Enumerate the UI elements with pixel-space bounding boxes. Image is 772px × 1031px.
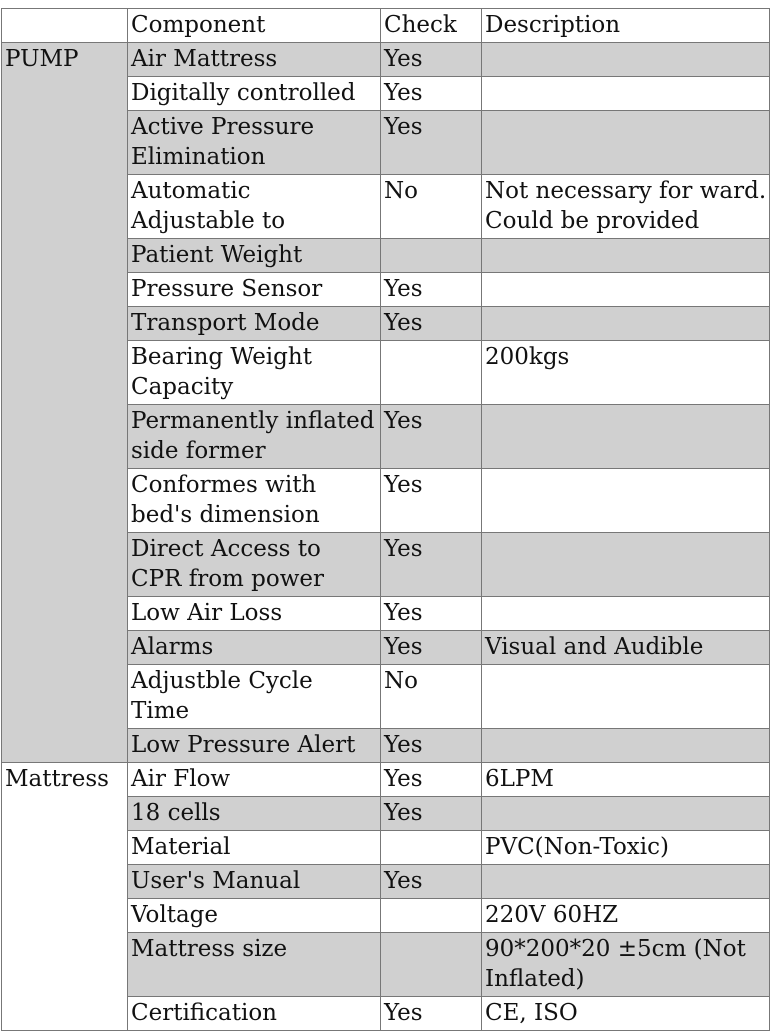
check-cell: Yes (381, 729, 482, 763)
group-label-pump: PUMP (2, 43, 128, 763)
check-cell: Yes (381, 997, 482, 1031)
description-cell (482, 405, 770, 469)
description-cell (482, 239, 770, 273)
check-cell: No (381, 665, 482, 729)
description-cell (482, 797, 770, 831)
description-cell (482, 865, 770, 899)
check-cell (381, 341, 482, 405)
component-cell: Alarms (128, 631, 381, 665)
check-cell: Yes (381, 631, 482, 665)
component-cell: 18 cells (128, 797, 381, 831)
description-cell (482, 729, 770, 763)
header-group (2, 9, 128, 43)
component-cell: Direct Access to CPR from power (128, 533, 381, 597)
component-cell: Air Flow (128, 763, 381, 797)
component-cell: Transport Mode (128, 307, 381, 341)
component-cell: Low Pressure Alert (128, 729, 381, 763)
description-cell (482, 43, 770, 77)
component-cell: Mattress size (128, 933, 381, 997)
component-cell: Conformes with bed's dimension (128, 469, 381, 533)
component-cell: Active Pressure Elimination (128, 111, 381, 175)
check-cell: Yes (381, 111, 482, 175)
description-cell: 220V 60HZ (482, 899, 770, 933)
spec-table (1, 8, 770, 1031)
header-component: Component (128, 9, 381, 43)
component-cell: Voltage (128, 899, 381, 933)
check-cell: Yes (381, 597, 482, 631)
description-cell (482, 77, 770, 111)
component-cell: Permanently inflated side former (128, 405, 381, 469)
description-cell (482, 273, 770, 307)
check-cell: Yes (381, 763, 482, 797)
component-cell: Low Air Loss (128, 597, 381, 631)
table-body (2, 43, 770, 1031)
check-cell: Yes (381, 273, 482, 307)
check-cell: Yes (381, 43, 482, 77)
description-cell (482, 111, 770, 175)
description-cell (482, 533, 770, 597)
component-cell: Material (128, 831, 381, 865)
description-cell (482, 307, 770, 341)
description-cell: 90*200*20 ±5cm (Not Inflated) (482, 933, 770, 997)
check-cell (381, 933, 482, 997)
description-cell: Visual and Audible (482, 631, 770, 665)
check-cell: Yes (381, 405, 482, 469)
table-row (2, 43, 770, 77)
description-cell: CE, ISO (482, 997, 770, 1031)
description-cell: Not necessary for ward. Could be provided (482, 175, 770, 239)
check-cell (381, 899, 482, 933)
description-cell: 200kgs (482, 341, 770, 405)
check-cell (381, 831, 482, 865)
description-cell (482, 469, 770, 533)
check-cell: Yes (381, 469, 482, 533)
header-row (2, 9, 770, 43)
check-cell: Yes (381, 865, 482, 899)
component-cell: Bearing Weight Capacity (128, 341, 381, 405)
component-cell: Adjustble Cycle Time (128, 665, 381, 729)
description-cell: 6LPM (482, 763, 770, 797)
component-cell: Digitally controlled (128, 77, 381, 111)
component-cell: Patient Weight (128, 239, 381, 273)
description-cell: PVC(Non-Toxic) (482, 831, 770, 865)
check-cell: Yes (381, 533, 482, 597)
component-cell: User's Manual (128, 865, 381, 899)
group-label-mattress: Mattress (2, 763, 128, 1031)
description-cell (482, 597, 770, 631)
component-cell: Certification (128, 997, 381, 1031)
check-cell: Yes (381, 307, 482, 341)
description-cell (482, 665, 770, 729)
check-cell: No (381, 175, 482, 239)
header-description: Description (482, 9, 770, 43)
header-check: Check (381, 9, 482, 43)
check-cell (381, 239, 482, 273)
check-cell: Yes (381, 797, 482, 831)
component-cell: Automatic Adjustable to (128, 175, 381, 239)
component-cell: Air Mattress (128, 43, 381, 77)
check-cell: Yes (381, 77, 482, 111)
table-row (2, 763, 770, 797)
component-cell: Pressure Sensor (128, 273, 381, 307)
